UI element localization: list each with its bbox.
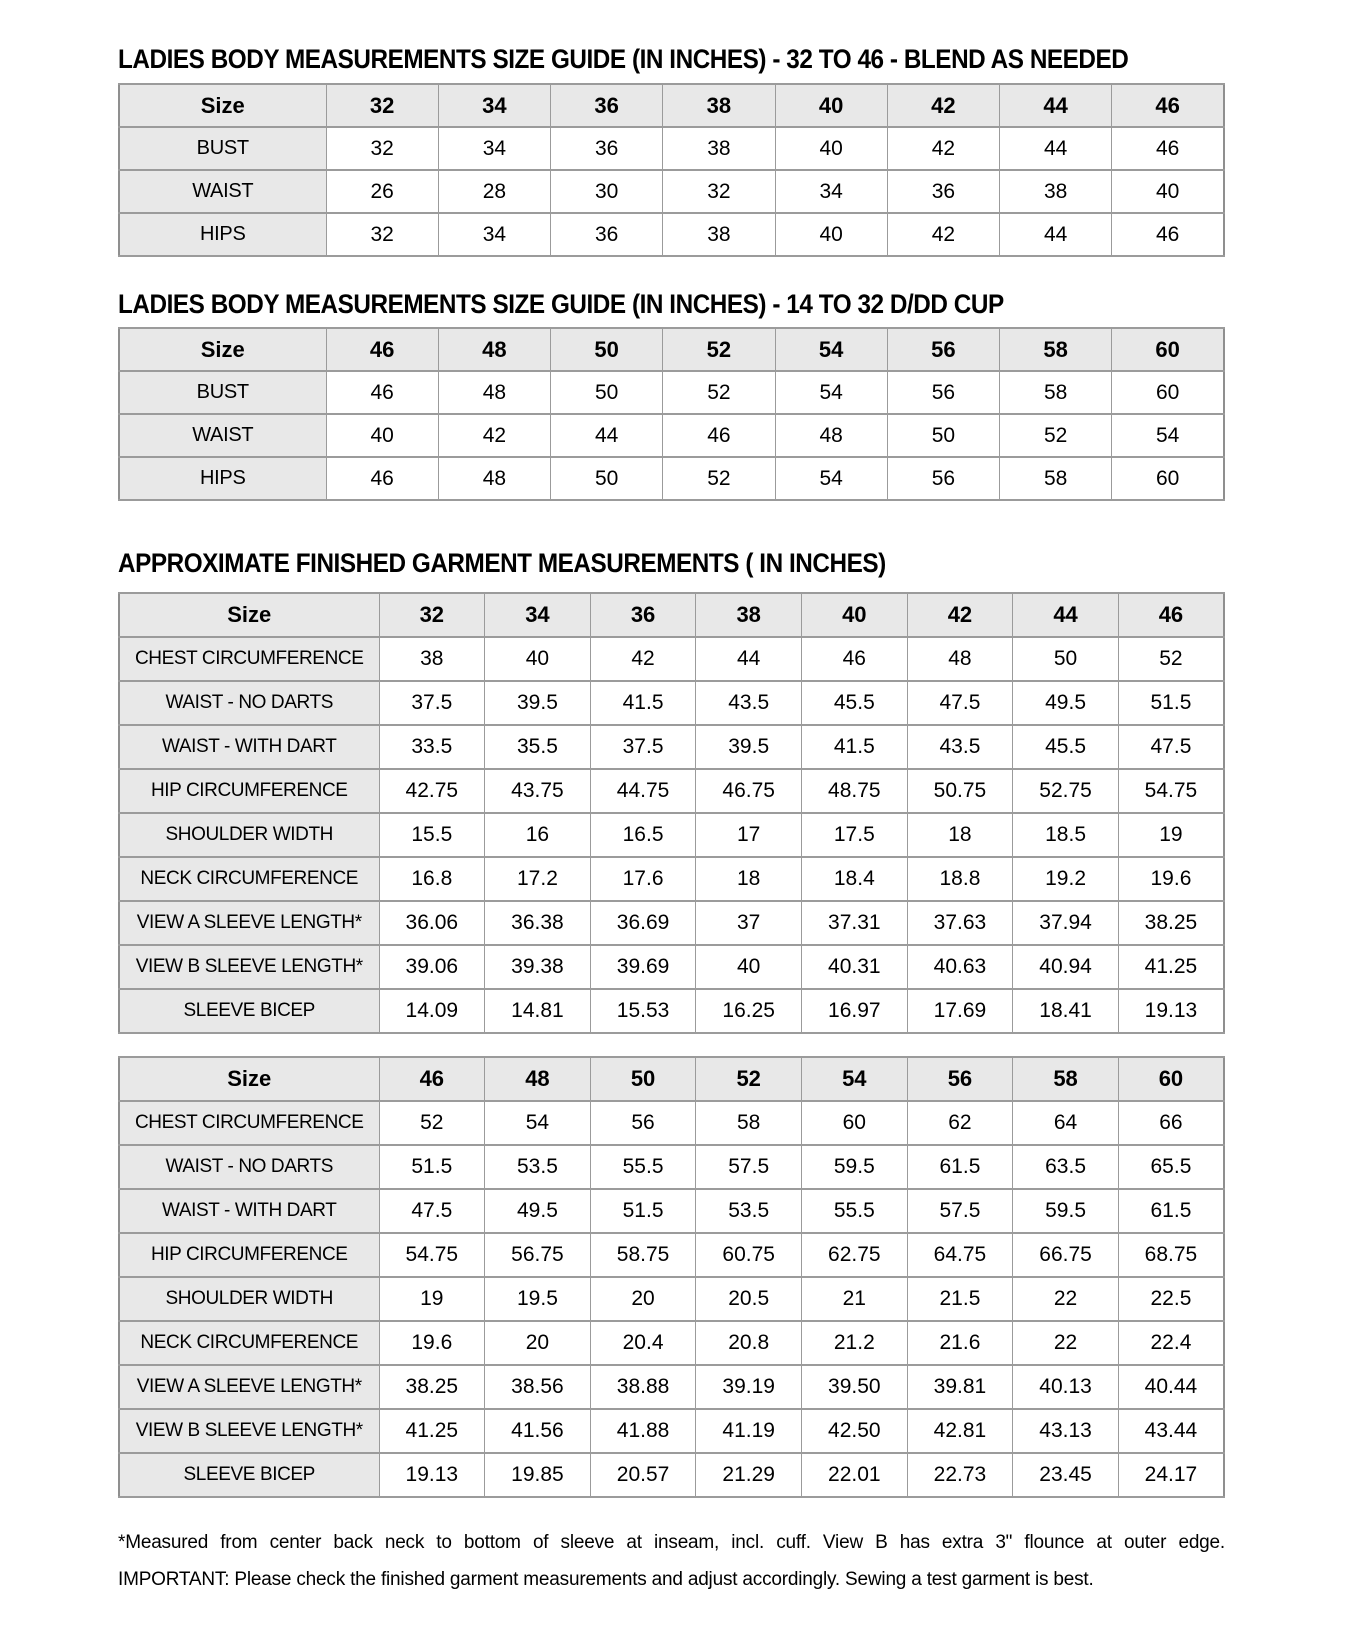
measurement-value-cell: 45.5 <box>802 681 908 725</box>
measurement-value-cell: 53.5 <box>485 1145 591 1189</box>
size-column-header-cell: 36 <box>590 593 696 637</box>
measurement-value-cell: 21 <box>802 1277 908 1321</box>
measurement-value-cell: 15.53 <box>590 989 696 1033</box>
size-column-header-cell: 46 <box>1112 84 1224 127</box>
measurement-value-cell: 42 <box>887 127 999 170</box>
measurement-value-cell: 53.5 <box>696 1189 802 1233</box>
measurement-value-cell: 64 <box>1013 1101 1119 1145</box>
measurement-value-cell: 39.50 <box>802 1365 908 1409</box>
measurement-value-cell: 38.25 <box>1118 901 1224 945</box>
table-row <box>119 1145 1224 1189</box>
size-label-header-cell: Size <box>119 328 326 371</box>
measurement-value-cell: 63.5 <box>1013 1145 1119 1189</box>
size-column-header-cell: 36 <box>551 84 663 127</box>
measurement-value-cell: 42 <box>590 637 696 681</box>
measurement-value-cell: 40 <box>775 127 887 170</box>
measurement-value-cell: 40 <box>326 414 438 457</box>
measurement-value-cell: 22 <box>1013 1321 1119 1365</box>
measurement-value-cell: 41.5 <box>590 681 696 725</box>
measurement-value-cell: 48 <box>775 414 887 457</box>
measurement-value-cell: 28 <box>438 170 550 213</box>
measurement-value-cell: 17.5 <box>802 813 908 857</box>
measurement-value-cell: 46.75 <box>696 769 802 813</box>
measurement-value-cell: 40.44 <box>1118 1365 1224 1409</box>
size-column-header-cell: 40 <box>775 84 887 127</box>
footnote-measurement-note: *Measured from center back neck to bottom of sleeve at inseam, incl. cuff. View B has extra 3" flounce at outer edge. <box>118 1532 1225 1553</box>
measurement-value-cell: 40 <box>775 213 887 256</box>
measurement-value-cell: 52 <box>663 371 775 414</box>
measurement-value-cell: 65.5 <box>1118 1145 1224 1189</box>
measurement-value-cell: 51.5 <box>379 1145 485 1189</box>
row-label-cell: VIEW A SLEEVE LENGTH* <box>119 1365 379 1409</box>
size-label-header-cell: Size <box>119 593 379 637</box>
size-column-header-cell: 34 <box>438 84 550 127</box>
measurement-value-cell: 18.8 <box>907 857 1013 901</box>
size-column-header-cell: 46 <box>379 1057 485 1101</box>
measurement-value-cell: 51.5 <box>1118 681 1224 725</box>
measurement-value-cell: 21.6 <box>907 1321 1013 1365</box>
measurement-value-cell: 18.4 <box>802 857 908 901</box>
row-label-cell: SLEEVE BICEP <box>119 989 379 1033</box>
measurement-value-cell: 34 <box>438 127 550 170</box>
measurement-value-cell: 40 <box>696 945 802 989</box>
measurement-value-cell: 52 <box>663 457 775 500</box>
measurement-value-cell: 32 <box>326 213 438 256</box>
measurement-value-cell: 40.94 <box>1013 945 1119 989</box>
row-label-cell: VIEW A SLEEVE LENGTH* <box>119 901 379 945</box>
measurement-value-cell: 38 <box>1000 170 1112 213</box>
measurement-value-cell: 41.19 <box>696 1409 802 1453</box>
measurement-value-cell: 48 <box>907 637 1013 681</box>
measurement-value-cell: 47.5 <box>379 1189 485 1233</box>
measurement-value-cell: 32 <box>326 127 438 170</box>
measurement-value-cell: 50.75 <box>907 769 1013 813</box>
row-label-cell: WAIST <box>119 170 326 213</box>
table-row <box>119 213 1224 256</box>
measurement-value-cell: 22.73 <box>907 1453 1013 1497</box>
table-row <box>119 127 1224 170</box>
measurement-value-cell: 39.38 <box>485 945 591 989</box>
measurement-value-cell: 39.06 <box>379 945 485 989</box>
measurement-value-cell: 36.69 <box>590 901 696 945</box>
measurement-value-cell: 40 <box>485 637 591 681</box>
measurement-value-cell: 37.5 <box>590 725 696 769</box>
size-column-header-cell: 50 <box>551 328 663 371</box>
size-column-header-cell: 32 <box>326 84 438 127</box>
measurement-value-cell: 37.63 <box>907 901 1013 945</box>
row-label-cell: HIPS <box>119 457 326 500</box>
table-row <box>119 1277 1224 1321</box>
size-column-header-cell: 38 <box>663 84 775 127</box>
measurement-value-cell: 42.81 <box>907 1409 1013 1453</box>
measurement-value-cell: 54.75 <box>1118 769 1224 813</box>
measurement-value-cell: 19.6 <box>1118 857 1224 901</box>
measurement-value-cell: 60 <box>802 1101 908 1145</box>
size-column-header-cell: 42 <box>887 84 999 127</box>
measurement-value-cell: 34 <box>438 213 550 256</box>
measurement-value-cell: 60 <box>1112 457 1224 500</box>
measurement-value-cell: 20.5 <box>696 1277 802 1321</box>
measurement-value-cell: 58.75 <box>590 1233 696 1277</box>
measurement-value-cell: 42.75 <box>379 769 485 813</box>
measurement-value-cell: 56 <box>887 457 999 500</box>
table-row <box>119 945 1224 989</box>
footnote-important-note: IMPORTANT: Please check the finished garment measurements and adjust accordingly. Sewing a test garment is best. <box>118 1569 1094 1590</box>
measurement-value-cell: 36.06 <box>379 901 485 945</box>
measurement-value-cell: 19.13 <box>379 1453 485 1497</box>
measurement-value-cell: 50 <box>551 371 663 414</box>
measurement-value-cell: 61.5 <box>907 1145 1013 1189</box>
row-label-cell: WAIST - NO DARTS <box>119 1145 379 1189</box>
measurement-value-cell: 40.31 <box>802 945 908 989</box>
row-label-cell: HIPS <box>119 213 326 256</box>
row-label-cell: HIP CIRCUMFERENCE <box>119 1233 379 1277</box>
size-column-header-cell: 46 <box>1118 593 1224 637</box>
size-column-header-cell: 32 <box>379 593 485 637</box>
measurement-value-cell: 21.2 <box>802 1321 908 1365</box>
measurement-value-cell: 38.25 <box>379 1365 485 1409</box>
measurement-value-cell: 37.31 <box>802 901 908 945</box>
row-label-cell: VIEW B SLEEVE LENGTH* <box>119 945 379 989</box>
measurement-value-cell: 46 <box>326 457 438 500</box>
measurement-value-cell: 58 <box>1000 457 1112 500</box>
measurement-value-cell: 40 <box>1112 170 1224 213</box>
measurement-value-cell: 52 <box>1118 637 1224 681</box>
measurement-value-cell: 43.13 <box>1013 1409 1119 1453</box>
size-column-header-cell: 40 <box>802 593 908 637</box>
table-row <box>119 901 1224 945</box>
measurement-value-cell: 52.75 <box>1013 769 1119 813</box>
row-label-cell: BUST <box>119 371 326 414</box>
measurement-value-cell: 37 <box>696 901 802 945</box>
measurement-value-cell: 17.69 <box>907 989 1013 1033</box>
measurement-value-cell: 41.5 <box>802 725 908 769</box>
measurement-value-cell: 57.5 <box>696 1145 802 1189</box>
measurement-value-cell: 48 <box>438 371 550 414</box>
measurement-value-cell: 38.56 <box>485 1365 591 1409</box>
size-column-header-cell: 34 <box>485 593 591 637</box>
table-row <box>119 725 1224 769</box>
table-row <box>119 170 1224 213</box>
measurement-value-cell: 46 <box>326 371 438 414</box>
measurement-value-cell: 38 <box>663 127 775 170</box>
size-column-header-cell: 38 <box>696 593 802 637</box>
measurement-value-cell: 66.75 <box>1013 1233 1119 1277</box>
size-column-header-cell: 54 <box>802 1057 908 1101</box>
measurement-value-cell: 19.13 <box>1118 989 1224 1033</box>
measurement-value-cell: 55.5 <box>590 1145 696 1189</box>
row-label-cell: BUST <box>119 127 326 170</box>
row-label-cell: WAIST - WITH DART <box>119 725 379 769</box>
measurement-value-cell: 50 <box>887 414 999 457</box>
measurement-value-cell: 38 <box>379 637 485 681</box>
measurement-value-cell: 44 <box>1000 127 1112 170</box>
measurement-value-cell: 19 <box>1118 813 1224 857</box>
measurement-value-cell: 37.94 <box>1013 901 1119 945</box>
measurement-value-cell: 40.13 <box>1013 1365 1119 1409</box>
finished-garment-32-46-table <box>118 592 1225 1034</box>
measurement-value-cell: 49.5 <box>1013 681 1119 725</box>
measurement-value-cell: 20 <box>590 1277 696 1321</box>
measurement-value-cell: 54.75 <box>379 1233 485 1277</box>
table-row <box>119 637 1224 681</box>
measurement-value-cell: 14.09 <box>379 989 485 1033</box>
measurement-value-cell: 19.5 <box>485 1277 591 1321</box>
size-label-header-cell: Size <box>119 1057 379 1101</box>
size-column-header-cell: 56 <box>907 1057 1013 1101</box>
table-row <box>119 1453 1224 1497</box>
table-row <box>119 1101 1224 1145</box>
measurement-value-cell: 19.85 <box>485 1453 591 1497</box>
measurement-value-cell: 16.8 <box>379 857 485 901</box>
measurement-value-cell: 43.44 <box>1118 1409 1224 1453</box>
measurement-value-cell: 49.5 <box>485 1189 591 1233</box>
measurement-value-cell: 48 <box>438 457 550 500</box>
measurement-value-cell: 57.5 <box>907 1189 1013 1233</box>
size-column-header-cell: 44 <box>1013 593 1119 637</box>
measurement-value-cell: 50 <box>1013 637 1119 681</box>
measurement-value-cell: 39.81 <box>907 1365 1013 1409</box>
row-label-cell: SHOULDER WIDTH <box>119 813 379 857</box>
measurement-value-cell: 26 <box>326 170 438 213</box>
measurement-value-cell: 48.75 <box>802 769 908 813</box>
body-measurements-32-46-title: LADIES BODY MEASUREMENTS SIZE GUIDE (IN INCHES) - 32 TO 46 - BLEND AS NEEDED <box>118 44 1129 74</box>
table-row <box>119 1189 1224 1233</box>
measurement-value-cell: 61.5 <box>1118 1189 1224 1233</box>
table-row <box>119 769 1224 813</box>
measurement-value-cell: 41.56 <box>485 1409 591 1453</box>
measurement-value-cell: 68.75 <box>1118 1233 1224 1277</box>
measurement-value-cell: 22.5 <box>1118 1277 1224 1321</box>
measurement-value-cell: 51.5 <box>590 1189 696 1233</box>
measurement-value-cell: 34 <box>775 170 887 213</box>
table-row <box>119 681 1224 725</box>
measurement-value-cell: 59.5 <box>802 1145 908 1189</box>
measurement-value-cell: 39.19 <box>696 1365 802 1409</box>
table-row <box>119 813 1224 857</box>
size-column-header-cell: 58 <box>1013 1057 1119 1101</box>
measurement-value-cell: 21.5 <box>907 1277 1013 1321</box>
measurement-value-cell: 16.5 <box>590 813 696 857</box>
measurement-value-cell: 44 <box>1000 213 1112 256</box>
finished-garment-title: APPROXIMATE FINISHED GARMENT MEASUREMENTS ( IN INCHES) <box>118 548 886 578</box>
measurement-value-cell: 58 <box>696 1101 802 1145</box>
measurement-value-cell: 60 <box>1112 371 1224 414</box>
measurement-value-cell: 55.5 <box>802 1189 908 1233</box>
measurement-value-cell: 56.75 <box>485 1233 591 1277</box>
measurement-value-cell: 62.75 <box>802 1233 908 1277</box>
header-row <box>119 593 1224 637</box>
size-column-header-cell: 52 <box>663 328 775 371</box>
size-label-header-cell: Size <box>119 84 326 127</box>
measurement-value-cell: 50 <box>551 457 663 500</box>
measurement-value-cell: 36.38 <box>485 901 591 945</box>
size-column-header-cell: 48 <box>438 328 550 371</box>
measurement-value-cell: 17.2 <box>485 857 591 901</box>
measurement-value-cell: 19.2 <box>1013 857 1119 901</box>
measurement-value-cell: 46 <box>663 414 775 457</box>
measurement-value-cell: 17 <box>696 813 802 857</box>
measurement-value-cell: 42.50 <box>802 1409 908 1453</box>
measurement-value-cell: 20 <box>485 1321 591 1365</box>
size-column-header-cell: 44 <box>1000 84 1112 127</box>
measurement-value-cell: 24.17 <box>1118 1453 1224 1497</box>
measurement-value-cell: 43.75 <box>485 769 591 813</box>
footnote <box>118 1524 1225 1598</box>
row-label-cell: VIEW B SLEEVE LENGTH* <box>119 1409 379 1453</box>
measurement-value-cell: 38.88 <box>590 1365 696 1409</box>
measurement-value-cell: 64.75 <box>907 1233 1013 1277</box>
size-column-header-cell: 60 <box>1118 1057 1224 1101</box>
measurement-value-cell: 58 <box>1000 371 1112 414</box>
measurement-value-cell: 36 <box>551 213 663 256</box>
body-measurements-32-46-table <box>118 83 1225 257</box>
table-row <box>119 1233 1224 1277</box>
table-row <box>119 371 1224 414</box>
measurement-value-cell: 16.97 <box>802 989 908 1033</box>
measurement-value-cell: 17.6 <box>590 857 696 901</box>
table-row <box>119 414 1224 457</box>
row-label-cell: WAIST <box>119 414 326 457</box>
measurement-value-cell: 19.6 <box>379 1321 485 1365</box>
measurement-value-cell: 56 <box>590 1101 696 1145</box>
measurement-value-cell: 20.8 <box>696 1321 802 1365</box>
measurement-value-cell: 23.45 <box>1013 1453 1119 1497</box>
measurement-value-cell: 60.75 <box>696 1233 802 1277</box>
measurement-value-cell: 62 <box>907 1101 1013 1145</box>
row-label-cell: CHEST CIRCUMFERENCE <box>119 637 379 681</box>
size-column-header-cell: 42 <box>907 593 1013 637</box>
measurement-value-cell: 54 <box>1112 414 1224 457</box>
row-label-cell: NECK CIRCUMFERENCE <box>119 857 379 901</box>
measurement-value-cell: 44 <box>696 637 802 681</box>
measurement-value-cell: 52 <box>379 1101 485 1145</box>
row-label-cell: WAIST - WITH DART <box>119 1189 379 1233</box>
measurement-value-cell: 16.25 <box>696 989 802 1033</box>
measurement-value-cell: 40.63 <box>907 945 1013 989</box>
measurement-value-cell: 54 <box>775 371 887 414</box>
measurement-value-cell: 41.25 <box>1118 945 1224 989</box>
row-label-cell: SLEEVE BICEP <box>119 1453 379 1497</box>
measurement-value-cell: 54 <box>775 457 887 500</box>
measurement-value-cell: 22.01 <box>802 1453 908 1497</box>
table-row <box>119 1365 1224 1409</box>
measurement-value-cell: 20.57 <box>590 1453 696 1497</box>
measurement-value-cell: 22 <box>1013 1277 1119 1321</box>
measurement-value-cell: 39.5 <box>485 681 591 725</box>
measurement-value-cell: 21.29 <box>696 1453 802 1497</box>
size-column-header-cell: 58 <box>1000 328 1112 371</box>
measurement-value-cell: 42 <box>887 213 999 256</box>
table-row <box>119 457 1224 500</box>
row-label-cell: SHOULDER WIDTH <box>119 1277 379 1321</box>
header-row <box>119 1057 1224 1101</box>
size-column-header-cell: 52 <box>696 1057 802 1101</box>
measurement-value-cell: 18.41 <box>1013 989 1119 1033</box>
measurement-value-cell: 35.5 <box>485 725 591 769</box>
measurement-value-cell: 41.88 <box>590 1409 696 1453</box>
header-row <box>119 328 1224 371</box>
size-column-header-cell: 48 <box>485 1057 591 1101</box>
header-row <box>119 84 1224 127</box>
measurement-value-cell: 20.4 <box>590 1321 696 1365</box>
measurement-value-cell: 36 <box>887 170 999 213</box>
measurement-value-cell: 43.5 <box>907 725 1013 769</box>
measurement-value-cell: 18 <box>907 813 1013 857</box>
size-column-header-cell: 46 <box>326 328 438 371</box>
row-label-cell: HIP CIRCUMFERENCE <box>119 769 379 813</box>
measurement-value-cell: 54 <box>485 1101 591 1145</box>
measurement-value-cell: 44.75 <box>590 769 696 813</box>
measurement-value-cell: 18.5 <box>1013 813 1119 857</box>
measurement-value-cell: 43.5 <box>696 681 802 725</box>
measurement-value-cell: 19 <box>379 1277 485 1321</box>
row-label-cell: NECK CIRCUMFERENCE <box>119 1321 379 1365</box>
measurement-value-cell: 46 <box>1112 127 1224 170</box>
body-measurements-46-60-title: LADIES BODY MEASUREMENTS SIZE GUIDE (IN INCHES) - 14 TO 32 D/DD CUP <box>118 289 1004 319</box>
measurement-value-cell: 66 <box>1118 1101 1224 1145</box>
measurement-value-cell: 22.4 <box>1118 1321 1224 1365</box>
size-column-header-cell: 60 <box>1112 328 1224 371</box>
measurement-value-cell: 47.5 <box>907 681 1013 725</box>
measurement-value-cell: 56 <box>887 371 999 414</box>
measurement-value-cell: 16 <box>485 813 591 857</box>
measurement-value-cell: 36 <box>551 127 663 170</box>
measurement-value-cell: 14.81 <box>485 989 591 1033</box>
measurement-value-cell: 52 <box>1000 414 1112 457</box>
size-column-header-cell: 56 <box>887 328 999 371</box>
table-row <box>119 1409 1224 1453</box>
measurement-value-cell: 46 <box>1112 213 1224 256</box>
measurement-value-cell: 41.25 <box>379 1409 485 1453</box>
measurement-value-cell: 33.5 <box>379 725 485 769</box>
measurement-value-cell: 18 <box>696 857 802 901</box>
measurement-value-cell: 45.5 <box>1013 725 1119 769</box>
measurement-value-cell: 46 <box>802 637 908 681</box>
row-label-cell: CHEST CIRCUMFERENCE <box>119 1101 379 1145</box>
measurement-value-cell: 15.5 <box>379 813 485 857</box>
finished-garment-46-60-table <box>118 1056 1225 1498</box>
measurement-value-cell: 37.5 <box>379 681 485 725</box>
measurement-value-cell: 39.69 <box>590 945 696 989</box>
measurement-value-cell: 59.5 <box>1013 1189 1119 1233</box>
size-column-header-cell: 54 <box>775 328 887 371</box>
measurement-value-cell: 47.5 <box>1118 725 1224 769</box>
measurement-value-cell: 32 <box>663 170 775 213</box>
measurement-value-cell: 44 <box>551 414 663 457</box>
body-measurements-46-60-table <box>118 327 1225 501</box>
measurement-value-cell: 39.5 <box>696 725 802 769</box>
table-row <box>119 989 1224 1033</box>
table-row <box>119 857 1224 901</box>
size-column-header-cell: 50 <box>590 1057 696 1101</box>
measurement-value-cell: 30 <box>551 170 663 213</box>
measurement-value-cell: 38 <box>663 213 775 256</box>
table-row <box>119 1321 1224 1365</box>
row-label-cell: WAIST - NO DARTS <box>119 681 379 725</box>
measurement-value-cell: 42 <box>438 414 550 457</box>
